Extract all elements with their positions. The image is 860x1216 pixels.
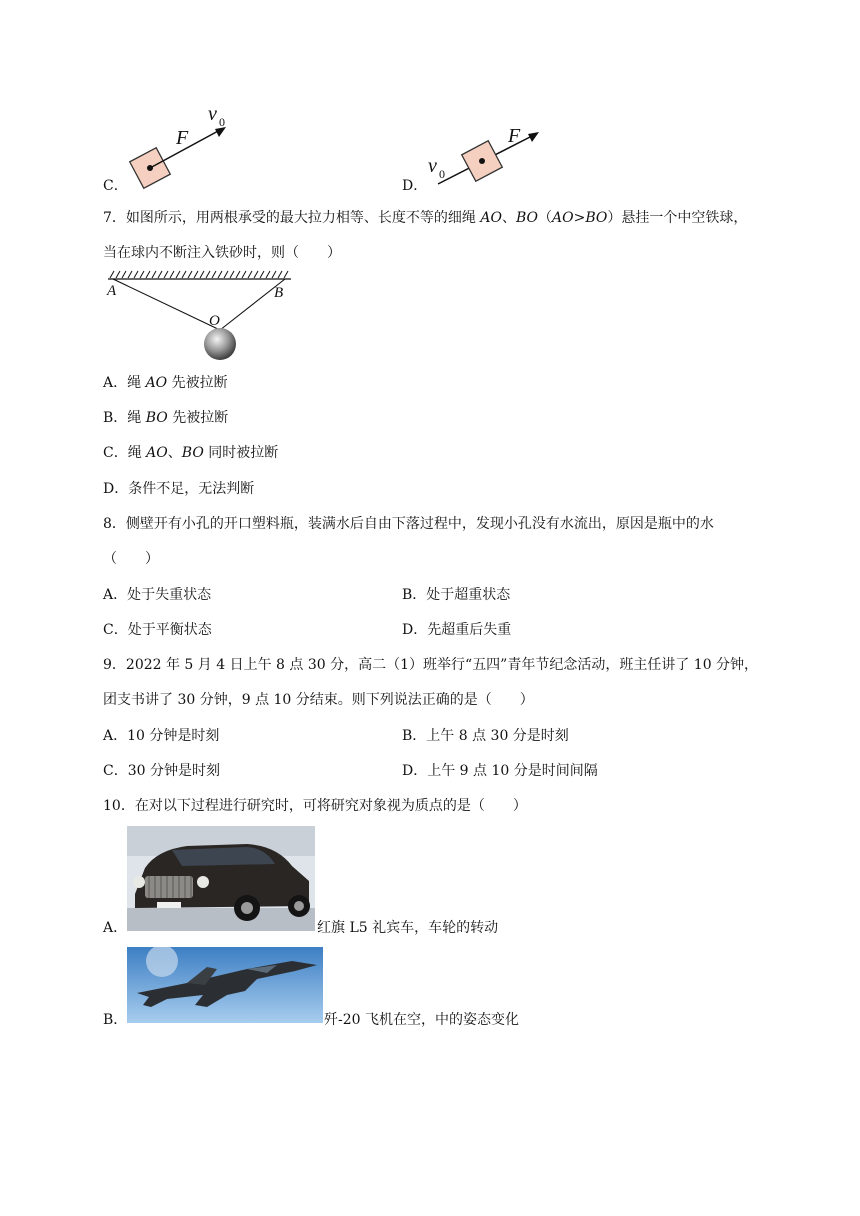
q6-c-force-label: F — [176, 127, 189, 149]
q8-option-b: B．处于超重状态 — [402, 587, 511, 603]
q10-car-image — [127, 826, 315, 931]
q10-jet-image — [127, 947, 323, 1023]
q9-stem-line-2: 团支书讲了 30 分钟，9 点 10 分结束。则下列说法正确的是（ ） — [103, 692, 534, 708]
q6-d-velocity-label: v — [428, 155, 437, 177]
q6-option-c-figure — [120, 100, 250, 190]
var-bo: BO — [585, 210, 608, 226]
q7-point-b: B — [274, 285, 284, 301]
q9-option-b: B．上午 8 点 30 分是时刻 — [402, 728, 569, 744]
q6-d-velocity-sub: 0 — [439, 167, 445, 181]
q6-option-d-figure — [420, 118, 550, 193]
q7-option-a: A．绳 AO 先被拉断 — [103, 375, 228, 391]
q7-point-o: O — [209, 313, 220, 329]
q6-option-c-label: C． — [103, 178, 128, 194]
q9-stem-line-1: 9．2022 年 5 月 4 日上午 8 点 30 分，高二（1）班举行“五四”青年节纪念活动，班主任讲了 10 分钟， — [103, 657, 759, 673]
q8-option-a: A．处于失重状态 — [103, 587, 212, 603]
q8-option-c: C．处于平衡状态 — [103, 622, 212, 638]
q8-option-d: D．先超重后失重 — [402, 622, 512, 638]
q9-option-a: A．10 分钟是时刻 — [103, 728, 220, 744]
q8-stem-line-2: （ ） — [103, 551, 159, 567]
q6-d-force-label: F — [508, 125, 521, 147]
q10-stem: 10．在对以下过程进行研究时，可将研究对象视为质点的是（ ） — [103, 798, 527, 814]
q7-stem-line-1: 7．如图所示，用两根承受的最大拉力相等、长度不等的细绳 AO、BO（AO>BO）悬挂一个中空铁球， — [103, 210, 748, 226]
q10-option-a-label: A． — [103, 920, 128, 936]
q7-point-a: A — [107, 283, 117, 299]
q7-option-b: B．绳 BO 先被拉断 — [103, 410, 229, 426]
q9-option-d: D．上午 9 点 10 分是时间间隔 — [402, 763, 598, 779]
q9-option-c: C．30 分钟是时刻 — [103, 763, 220, 779]
q7-option-c: C．绳 AO、BO 同时被拉断 — [103, 445, 279, 461]
q7-option-d: D．条件不足，无法判断 — [103, 481, 255, 497]
q10-option-b-label: B． — [103, 1012, 128, 1028]
q6-c-velocity-sub: 0 — [219, 115, 225, 129]
q8-stem-line-1: 8．侧壁开有小孔的开口塑料瓶，装满水后自由下落过程中，发现小孔没有水流出，原因是瓶中的水 — [103, 516, 714, 532]
q6-c-velocity-label: v — [208, 103, 217, 125]
var-ao: AO — [551, 210, 574, 226]
q10-option-b-text: 歼-20 飞机在空，中的姿态变化 — [324, 1012, 519, 1028]
q10-option-a-text: 红旗 L5 礼宾车，车轮的转动 — [317, 920, 499, 936]
q7-figure-hanging-ball — [103, 268, 298, 363]
q7-stem-line-2: 当在球内不断注入铁砂时，则（ ） — [103, 245, 341, 261]
var-ao: AO — [480, 210, 502, 226]
q6-option-d-label: D． — [402, 178, 428, 194]
var-bo: BO — [515, 210, 538, 226]
